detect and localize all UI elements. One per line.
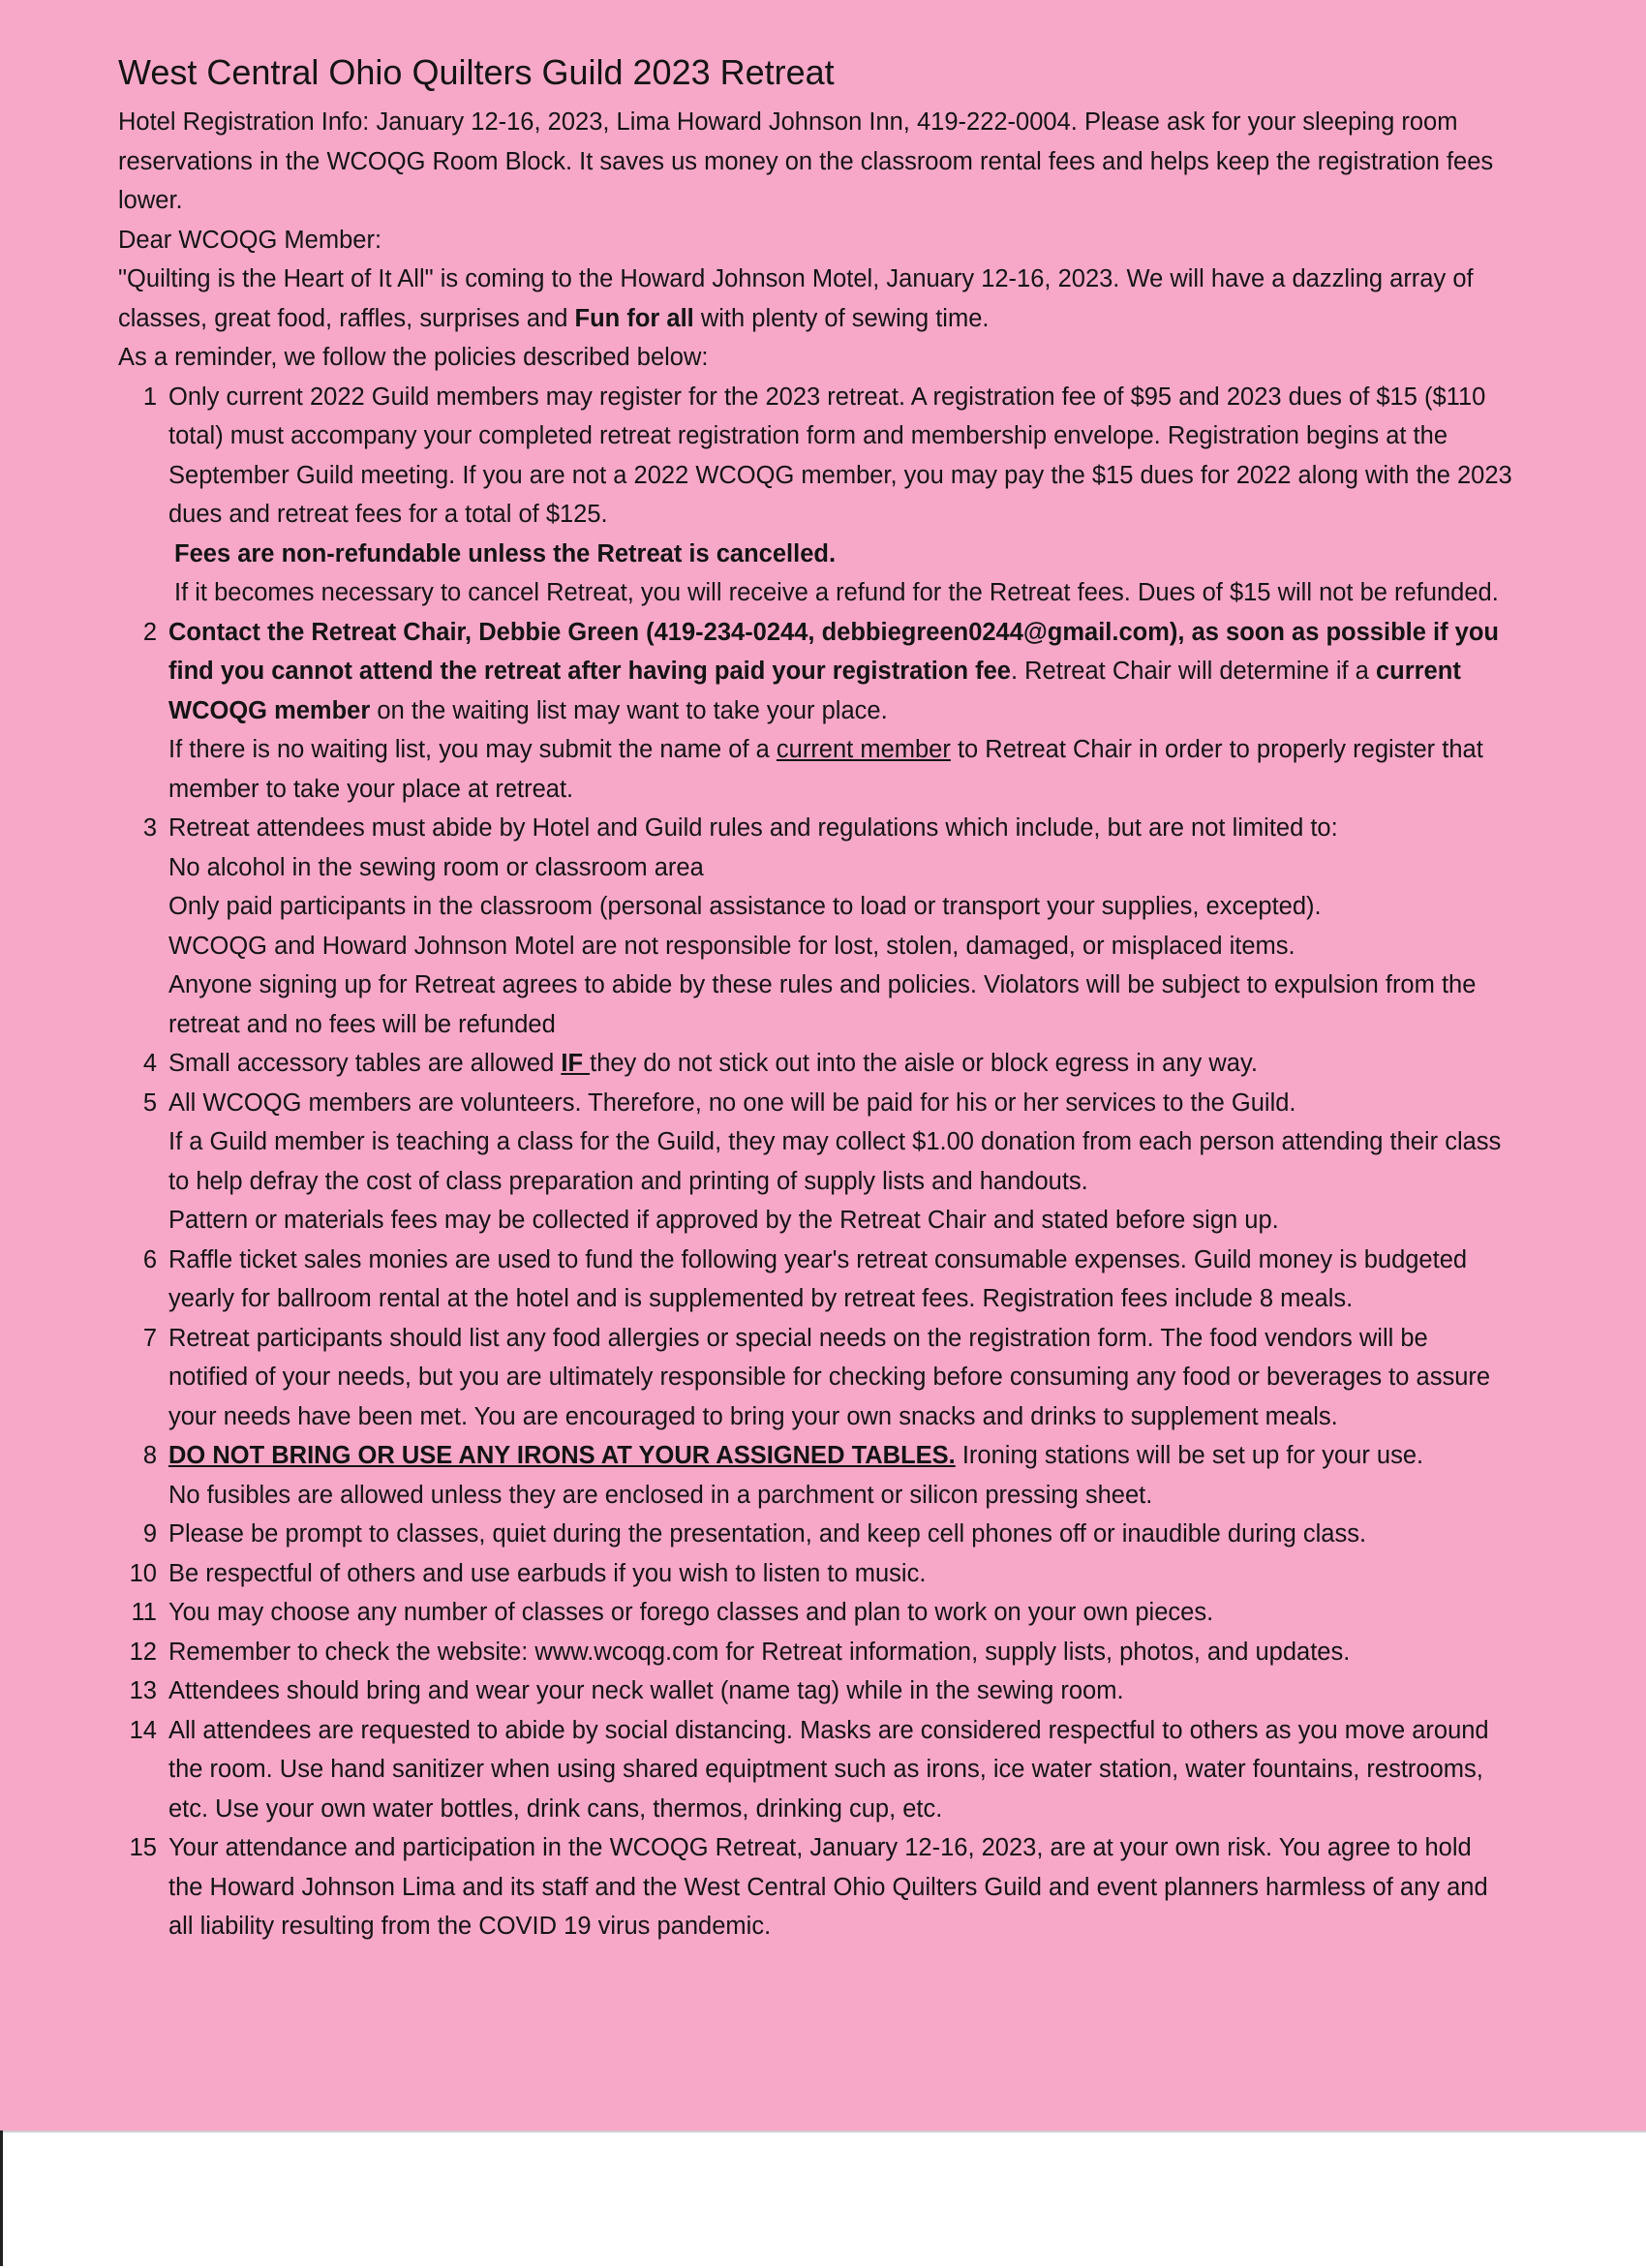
policy-number: 6 [142, 1245, 157, 1273]
policy-text: Please be prompt to classes, quiet during the presentation, and keep cell phones off or inaudible during class. [168, 1520, 1367, 1548]
policy-text: If there is no waiting list, you may submit the name of a [168, 736, 777, 763]
reminder-line: As a reminder, we follow the policies described below: [118, 344, 709, 371]
policy-number: 14 [129, 1716, 157, 1744]
policy-underline: current member [776, 736, 951, 763]
policy-text: on the waiting list may want to take your place. [370, 696, 888, 724]
policy-text: Pattern or materials fees may be collected if approved by the Retreat Chair and stated before sign up. [168, 1207, 1279, 1234]
policy-text: No alcohol in the sewing room or classroom area [168, 853, 704, 881]
policy-item-1 [118, 378, 1512, 613]
policy-number: 8 [142, 1442, 157, 1469]
policy-text: You may choose any number of classes or forego classes and plan to work on your own pieces. [168, 1599, 1214, 1626]
policy-item-6 [118, 1241, 1512, 1319]
hotel-registration-info: Hotel Registration Info: January 12-16, 2023, Lima Howard Johnson Inn, 419-222-0004. Please ask for your sleeping room reservations in the WCOQG Room Block. It saves us money on the classroom rental fees and helps keep the registration fees lower. [118, 108, 1494, 214]
intro-text-b: with plenty of sewing time. [693, 304, 990, 332]
policy-bold-note: Contact the Retreat Chair, Debbie Green (419-234-0244, debbiegreen0244@gmail.com), as soon as possible if you find you cannot attend the retreat after having paid your registration fee [168, 618, 1499, 685]
policy-number: 7 [142, 1324, 157, 1352]
policy-text: . Retreat Chair will determine if a [1010, 658, 1376, 685]
policy-text: Remember to check the website: www.wcoqg.com for Retreat information, supply lists, photos, and updates. [168, 1638, 1351, 1666]
intro-bold: Fun for all [574, 304, 694, 332]
policy-text: Small accessory tables are allowed [168, 1050, 562, 1077]
policy-text: If a Guild member is teaching a class for the Guild, they may collect $1.00 donation from each person attending their class to help defray the cost of class preparation and printing of supply lists and handouts. [168, 1128, 1502, 1195]
policy-item-10 [118, 1554, 1512, 1594]
policy-item-3 [118, 809, 1512, 1044]
salutation: Dear WCOQG Member: [118, 226, 382, 254]
policy-number: 1 [142, 383, 157, 411]
scan-edge-line [0, 2130, 3, 2266]
policy-number: 2 [142, 618, 157, 646]
policy-text: they do not stick out into the aisle or block egress in any way. [590, 1050, 1258, 1077]
policy-number: 9 [142, 1520, 157, 1548]
policy-contact [168, 619, 1499, 724]
policy-text: Be respectful of others and use earbuds if you wish to listen to music. [168, 1559, 927, 1587]
document-body [118, 46, 1512, 1946]
intro-paragraph [118, 260, 1512, 338]
policy-number: 5 [142, 1088, 157, 1117]
policy-text: All WCOQG members are volunteers. Therefore, no one will be paid for his or her services to the Guild. [168, 1088, 1296, 1117]
policy-text: Raffle ticket sales monies are used to fund the following year's retreat consumable expenses. Guild money is budgeted yearly for ballroom rental at the hotel and is supplemented by retreat fees. Registration fees include 8 meals. [168, 1245, 1468, 1312]
policy-number: 10 [129, 1559, 157, 1587]
policy-text: Retreat participants should list any food allergies or special needs on the registration form. The food vendors will be notified of your needs, but you are ultimately responsible for checking before consuming any food or beverages to assure your needs have been met. You are encouraged to bring your own snacks and drinks to supplement meals. [168, 1324, 1491, 1430]
policy-item-14 [118, 1711, 1512, 1829]
policy-number: 4 [142, 1050, 157, 1077]
policy-item-15 [118, 1828, 1512, 1946]
policy-text: Ironing stations will be set up for your use. [955, 1442, 1424, 1469]
policy-text: Your attendance and participation in the WCOQG Retreat, January 12-16, 2023, are at your own risk. You agree to hold the Howard Johnson Lima and its staff and the West Central Ohio Quilters Guild and event planners harmless of any and all liability resulting from the COVID 19 virus pandemic. [168, 1834, 1488, 1940]
policy-item-2 [118, 613, 1512, 810]
policy-item-13 [118, 1671, 1512, 1711]
policy-number: 3 [142, 814, 157, 842]
policy-number: 13 [129, 1677, 157, 1704]
policy-number: 11 [131, 1599, 157, 1626]
policy-item-11 [118, 1593, 1512, 1633]
policy-item-4 [118, 1044, 1512, 1084]
policy-list [118, 378, 1512, 1946]
policy-bold-underline: IF [561, 1050, 591, 1077]
page-title: West Central Ohio Quilters Guild 2023 Retreat [118, 52, 835, 92]
policy-item-9 [118, 1515, 1512, 1554]
policy-text: WCOQG and Howard Johnson Motel are not responsible for lost, stolen, damaged, or misplaced items. [168, 932, 1295, 960]
scanner-bed-margin [0, 2130, 1646, 2268]
policy-item-5 [118, 1084, 1512, 1241]
policy-text: to Retreat Chair in order to properly register that member to take your place at retreat. [168, 736, 1483, 803]
policy-text: No fusibles are allowed unless they are enclosed in a parchment or silicon pressing sheet. [168, 1481, 1153, 1509]
policy-item-12 [118, 1633, 1512, 1672]
policy-text: All attendees are requested to abide by social distancing. Masks are considered respectful to others as you move around the room. Use hand sanitizer when using shared equiptment such as irons, ice water station, water fountains, restrooms, etc. Use your own water bottles, drink cans, thermos, drinking cup, etc. [168, 1716, 1489, 1823]
policy-text: Attendees should bring and wear your neck wallet (name tag) while in the sewing room. [168, 1677, 1124, 1704]
policy-item-7 [118, 1319, 1512, 1437]
intro-text-a: "Quilting is the Heart of It All" is coming to the Howard Johnson Motel, January 12-16, 2023. We will have a dazzling array of classes, great food, raffles, surprises and [118, 265, 1474, 332]
policy-number: 12 [129, 1638, 157, 1666]
policy-waiting-list [168, 730, 1512, 809]
policy-text: Only current 2022 Guild members may register for the 2023 retreat. A registration fee of $95 and 2023 dues of $15 ($110 total) must accompany your completed retreat registration form and membership envelope. Registration begins at the September Guild meeting. If you are not a 2022 WCOQG member, you may pay the $15 dues for 2022 along with the 2023 dues and retreat fees for a total of $125. [168, 383, 1512, 528]
policy-text: Anyone signing up for Retreat agrees to abide by these rules and policies. Violators will be subject to expulsion from the retreat and no fees will be refunded [168, 971, 1477, 1038]
policy-item-8 [118, 1436, 1512, 1515]
policy-text: If it becomes necessary to cancel Retreat, you will receive a refund for the Retreat fees. Dues of $15 will not be refunded. [174, 579, 1499, 606]
policy-text: Retreat attendees must abide by Hotel and Guild rules and regulations which include, but are not limited to: [168, 814, 1338, 842]
policy-number: 15 [129, 1834, 157, 1861]
policy-bold-note: Fees are non-refundable unless the Retreat is cancelled. [174, 539, 837, 567]
policy-bold-note: current WCOQG member [168, 658, 1461, 724]
policy-bold-underline: DO NOT BRING OR USE ANY IRONS AT YOUR ASSIGNED TABLES. [168, 1442, 956, 1469]
policy-text: Only paid participants in the classroom (personal assistance to load or transport your supplies, excepted). [168, 893, 1322, 920]
